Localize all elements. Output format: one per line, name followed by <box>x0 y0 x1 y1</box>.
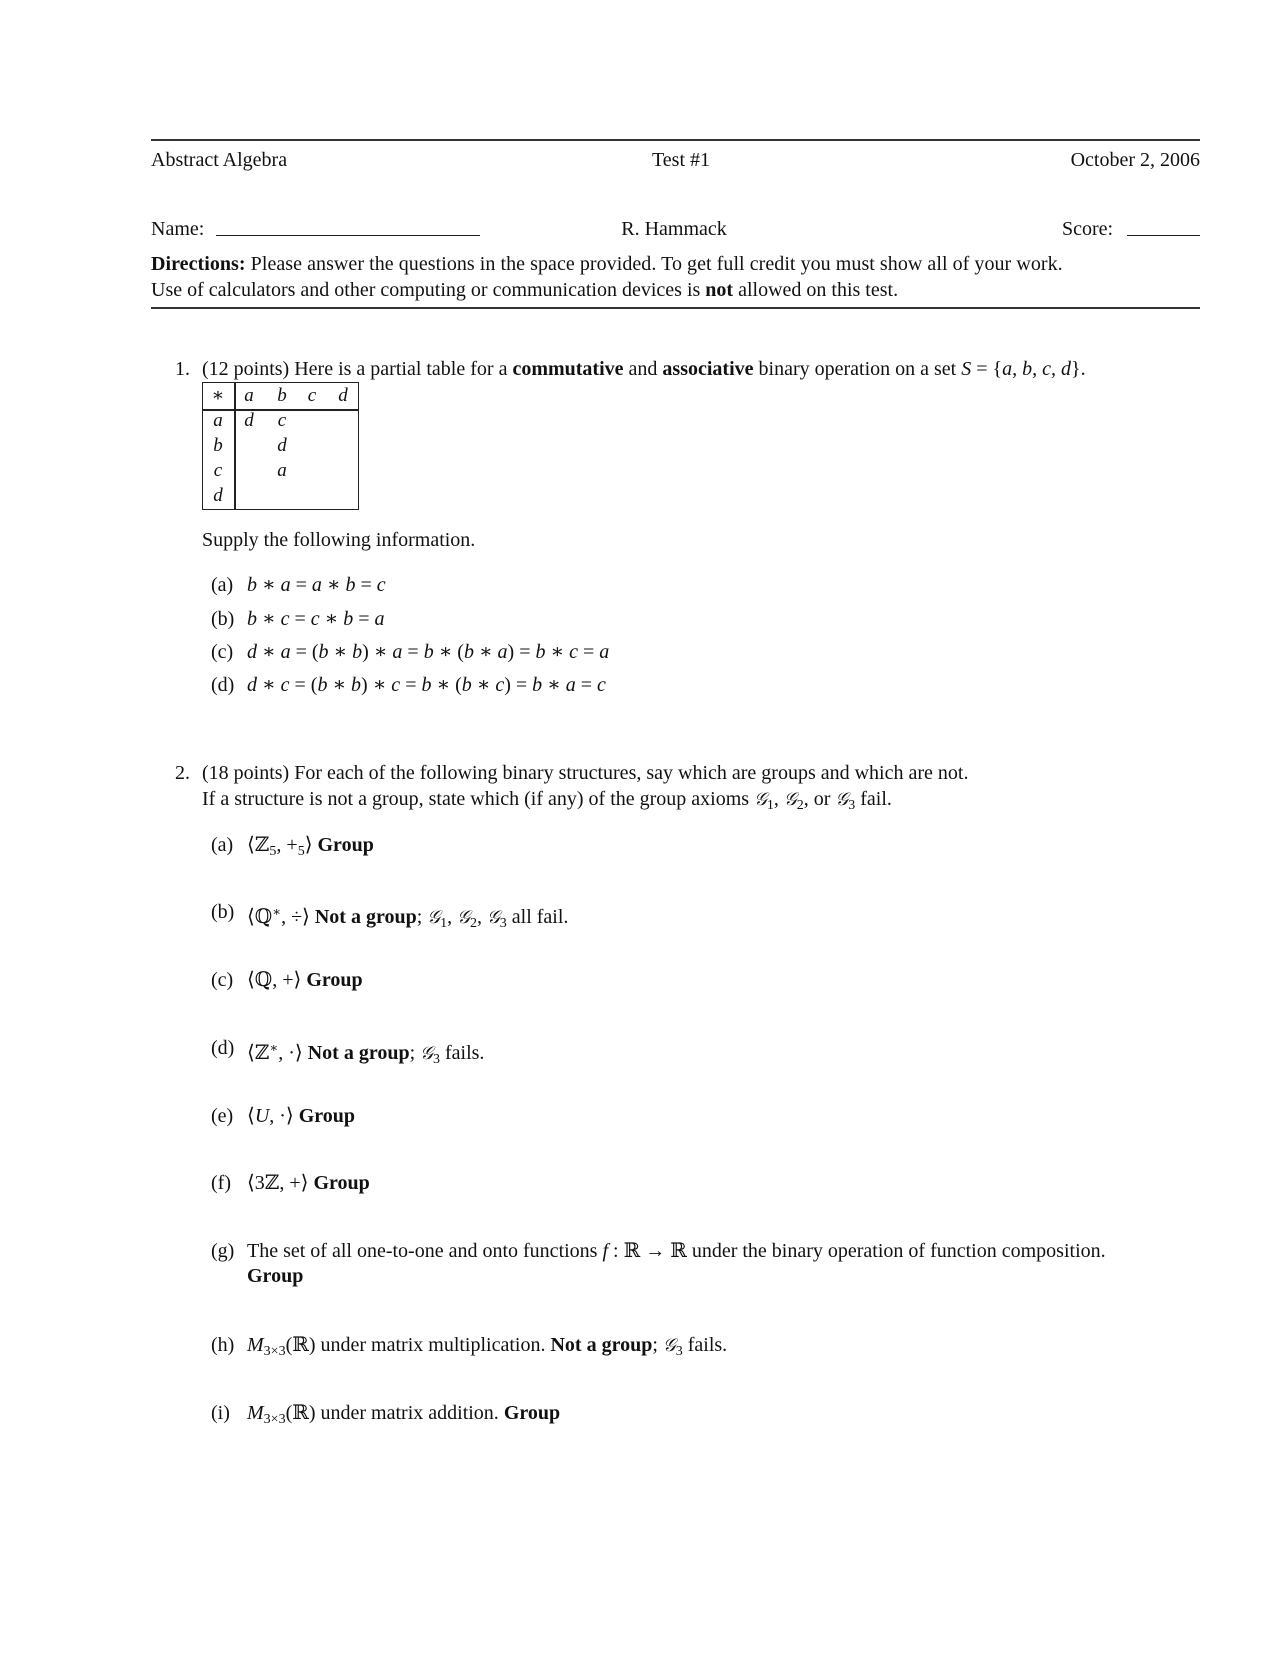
text-segment: ∗ <box>272 904 282 919</box>
text-segment: binary operation on a set <box>753 358 962 380</box>
text-segment: 3×3 <box>263 1344 286 1359</box>
q2-part-label: (f) <box>211 1172 231 1194</box>
q1-part-a <box>247 573 386 597</box>
text-segment: (12 points) Here is a partial table for a <box>202 358 513 380</box>
text-segment: c <box>391 674 401 696</box>
q2-part-label: (a) <box>211 834 234 856</box>
q2-part-label: (b) <box>211 901 235 923</box>
q2-part-c <box>247 968 363 992</box>
table-col-header: a <box>244 385 254 406</box>
q2-part-a <box>247 833 374 864</box>
text-segment: 5 <box>269 844 277 859</box>
text-segment: a, b, c, d <box>1002 358 1072 380</box>
text-segment: b ∗ c <box>247 608 290 630</box>
text-segment: ∗ ( <box>431 674 462 696</box>
text-segment: , ÷⟩ <box>281 906 315 928</box>
q1-part-label: (c) <box>211 641 234 663</box>
text-segment: d ∗ a <box>247 641 291 663</box>
text-segment: 2 <box>469 916 477 931</box>
table-row-header: c <box>213 460 223 481</box>
q2-part-label: (h) <box>211 1334 235 1356</box>
text-segment: = <box>355 574 377 596</box>
text-segment: ∗ ( <box>433 641 464 663</box>
text-segment: Group <box>503 1402 561 1424</box>
text-segment: S <box>961 358 972 380</box>
axiom-symbol: 𝒢 <box>754 789 767 810</box>
q1-number: 1. <box>175 358 190 380</box>
text-segment: 3×3 <box>263 1412 286 1427</box>
q2-part-label: (c) <box>211 969 234 991</box>
text-segment: ) = <box>507 641 536 663</box>
text-segment: Group <box>298 1105 356 1127</box>
text-segment: fails. <box>682 1334 728 1356</box>
table-cell: c <box>277 410 287 431</box>
text-segment: }. <box>1071 358 1086 380</box>
text-segment: Not a group <box>550 1334 653 1356</box>
test-title: Test #1 <box>651 149 711 171</box>
text-segment: : ℝ → ℝ under the binary operation of function composition. <box>608 1240 1106 1262</box>
name-label: Name: <box>151 218 205 240</box>
axiom-symbol: 𝒢 <box>486 907 500 928</box>
text-segment: 2 <box>796 798 804 813</box>
score-blank[interactable] <box>1127 235 1200 236</box>
directions-label: Directions: <box>151 253 246 275</box>
q2-part-label: (e) <box>211 1105 234 1127</box>
table-cell: a <box>277 460 287 481</box>
text-segment: = <box>575 674 598 696</box>
table-cell: d <box>277 435 287 456</box>
text-segment: Not a group <box>307 1042 410 1064</box>
text-segment: b ∗ b <box>318 641 363 663</box>
text-segment: = <box>353 608 375 630</box>
text-segment: The set of all one-to-one and onto functions <box>247 1240 603 1262</box>
directions-line-2 <box>151 278 898 302</box>
q2-part-h <box>247 1333 727 1364</box>
q2-part-answer <box>247 1264 303 1288</box>
q1-prompt <box>202 357 1086 381</box>
top-rule <box>151 139 1200 141</box>
table-col-header: c <box>307 385 317 406</box>
operation-table <box>202 382 359 510</box>
axiom-symbol: 𝒢 <box>783 789 797 810</box>
text-segment: , + <box>276 834 298 856</box>
q1-part-label: (a) <box>211 574 234 596</box>
table-cell: d <box>244 410 254 431</box>
text-segment: ; <box>409 1042 421 1064</box>
text-segment: = <box>290 574 312 596</box>
text-segment: all fail. <box>506 906 569 928</box>
text-segment: f <box>602 1240 609 1262</box>
table-row-header: a <box>213 410 223 431</box>
text-segment: and <box>623 358 663 380</box>
axiom-symbol: 𝒢 <box>420 1043 433 1064</box>
text-segment: ) ∗ <box>362 641 393 663</box>
text-segment: Not a group <box>314 906 417 928</box>
text-segment: ; <box>652 1334 663 1356</box>
text-segment: ⟨ℚ, +⟩ <box>247 969 307 991</box>
q2-prompt-line-2 <box>202 787 892 818</box>
text-segment: b <box>423 641 434 663</box>
text-segment: = <box>577 641 600 663</box>
text-segment: M <box>247 1334 264 1356</box>
name-blank[interactable] <box>216 235 480 236</box>
text-segment: ⟨ℚ <box>247 906 273 928</box>
table-row-header: b <box>213 435 223 456</box>
text-segment: , ·⟩ <box>278 1042 308 1064</box>
text-segment: ⟩ <box>304 834 318 856</box>
text-segment: (ℝ) under matrix multiplication. <box>285 1334 551 1356</box>
text-segment: a <box>599 641 610 663</box>
text-segment: b ∗ c <box>461 674 505 696</box>
text-segment: Group <box>306 969 363 991</box>
q2-part-label: (g) <box>211 1240 235 1262</box>
text-segment: fail. <box>855 788 892 810</box>
q1-part-label: (b) <box>211 608 235 630</box>
text-segment: 3 <box>499 916 507 931</box>
text-segment: = <box>289 608 311 630</box>
text-segment: , ·⟩ <box>269 1105 299 1127</box>
text-segment: b ∗ b <box>317 674 362 696</box>
instructor-name: R. Hammack <box>621 218 727 240</box>
text-segment: Group <box>317 834 374 856</box>
q2-part-e <box>247 1104 355 1128</box>
bottom-rule <box>151 307 1200 309</box>
q2-part-d <box>247 1036 484 1072</box>
text-segment: ⟨ℤ <box>247 1042 270 1064</box>
text-segment: U <box>254 1105 270 1127</box>
q2-part-label: (d) <box>211 1037 235 1059</box>
text-segment: a <box>392 641 403 663</box>
text-segment: Group <box>247 1265 304 1287</box>
directions-emphasis: not <box>705 279 734 301</box>
q2-part-i <box>247 1401 560 1432</box>
text-segment: c <box>376 574 386 596</box>
text-segment: d ∗ c <box>247 674 290 696</box>
text-segment: , <box>476 906 487 928</box>
q2-number: 2. <box>175 762 190 784</box>
q1-part-label: (d) <box>211 674 235 696</box>
text-segment: c ∗ b <box>310 608 354 630</box>
text-segment: 3 <box>675 1344 683 1359</box>
text-segment: If a structure is not a group, state which (if any) of the group axioms <box>202 788 755 810</box>
text-segment: ⟨3ℤ, +⟩ <box>247 1172 314 1194</box>
text-segment: = <box>400 674 422 696</box>
text-segment: ⟨ <box>247 1105 255 1127</box>
text-segment: = ( <box>290 641 319 663</box>
q2-part-label: (i) <box>211 1402 230 1424</box>
text-segment: fails. <box>439 1042 485 1064</box>
text-segment: ⟨ℤ <box>247 834 270 856</box>
q2-part-b <box>247 900 568 936</box>
q1-part-c <box>247 640 609 664</box>
table-row-header: d <box>213 485 223 506</box>
table-col-header: d <box>338 385 348 406</box>
text-segment: , <box>447 906 458 928</box>
text-segment: ) = <box>504 674 533 696</box>
directions-text: allowed on this test. <box>738 279 899 301</box>
text-segment: c <box>597 674 606 696</box>
text-segment: a <box>374 608 385 630</box>
supply-instruction: Supply the following information. <box>202 529 476 551</box>
text-segment: b <box>421 674 432 696</box>
text-segment: a ∗ b <box>311 574 356 596</box>
directions-text: Please answer the questions in the space provided. To get full credit you must show all of your work. <box>250 253 1063 275</box>
q2-prompt: (18 points) For each of the following binary structures, say which are groups and which are not. <box>202 762 969 784</box>
text-segment: ) ∗ <box>361 674 392 696</box>
text-segment: M <box>247 1402 264 1424</box>
text-segment: b ∗ a <box>463 641 508 663</box>
text-segment: 5 <box>297 844 305 859</box>
text-segment: 3 <box>848 798 856 813</box>
text-segment: Group <box>313 1172 370 1194</box>
text-segment: 1 <box>766 798 774 813</box>
axiom-symbol: 𝒢 <box>835 789 849 810</box>
q2-part-f <box>247 1171 370 1195</box>
text-segment: associative <box>662 358 754 380</box>
text-segment: ∗ <box>269 1040 279 1055</box>
text-segment: b ∗ a <box>247 574 291 596</box>
text-segment: = <box>402 641 424 663</box>
table-divider-vertical <box>234 383 236 509</box>
q2-part-g <box>247 1239 1106 1263</box>
q1-part-b <box>247 607 385 631</box>
score-label: Score: <box>1062 218 1114 240</box>
text-segment: = { <box>971 358 1003 380</box>
course-title: Abstract Algebra <box>151 149 288 171</box>
directions-line-1 <box>151 252 1063 276</box>
text-segment: , <box>773 788 784 810</box>
axiom-symbol: 𝒢 <box>662 1335 676 1356</box>
text-segment: , or <box>803 788 836 810</box>
text-segment: b ∗ c <box>535 641 578 663</box>
text-segment: 1 <box>440 916 448 931</box>
axiom-symbol: 𝒢 <box>457 907 470 928</box>
table-col-header: b <box>277 385 287 406</box>
test-date: October 2, 2006 <box>1070 149 1200 171</box>
text-segment: 3 <box>432 1052 440 1067</box>
directions-text: Use of calculators and other computing or communication devices is <box>151 279 701 301</box>
table-operator: ∗ <box>211 385 225 406</box>
text-segment: = ( <box>289 674 318 696</box>
text-segment: b ∗ a <box>532 674 576 696</box>
text-segment: ; <box>416 906 428 928</box>
axiom-symbol: 𝒢 <box>427 907 441 928</box>
text-segment: commutative <box>512 358 624 380</box>
text-segment: (ℝ) under matrix addition. <box>285 1402 504 1424</box>
q1-part-d <box>247 673 606 697</box>
